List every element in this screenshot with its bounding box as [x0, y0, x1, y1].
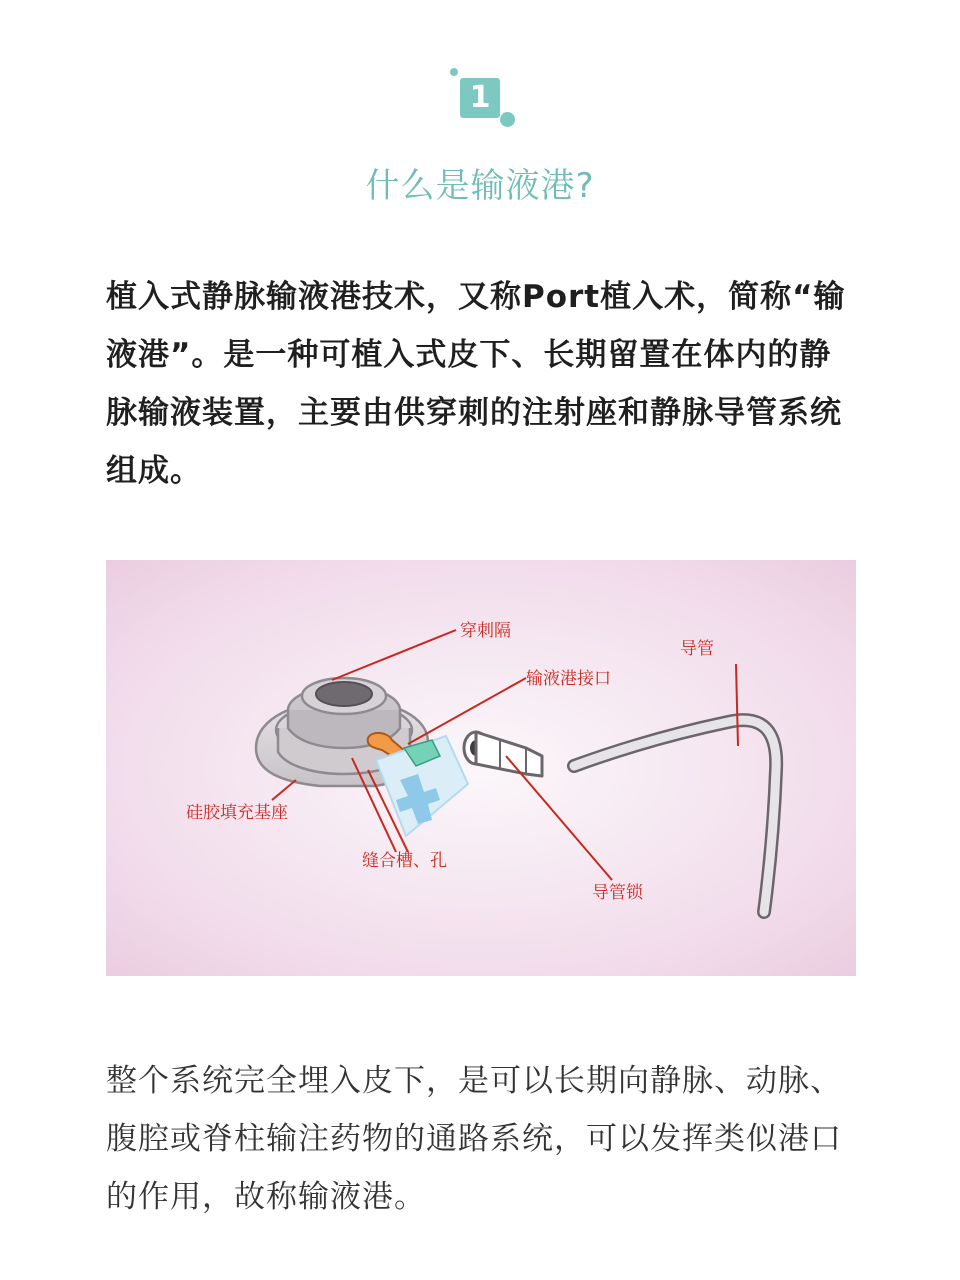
- body-paragraph: 整个系统完全埋入皮下，是可以长期向静脉、动脉、腹腔或脊柱输注药物的通路系统，可以发挥类似港口的作用，故称输液港。: [106, 1063, 842, 1215]
- label-silicone-base: 硅胶填充基座: [186, 803, 288, 823]
- label-port-connector: 输液港接口: [526, 669, 611, 689]
- port-diagram-illustration: [106, 560, 856, 976]
- port-diagram: [106, 560, 856, 976]
- label-septum: 穿刺隔: [460, 621, 511, 641]
- label-catheter-lock: 导管锁: [592, 883, 643, 903]
- section-number-badge: [448, 66, 518, 130]
- section-number: 1: [460, 78, 500, 118]
- badge-dot-large: [500, 112, 515, 127]
- badge-dot-small: [450, 68, 458, 76]
- label-suture-holes: 缝合槽、孔: [362, 851, 447, 871]
- section-title: 什么是输液港?: [365, 166, 595, 206]
- intro-paragraph: 植入式静脉输液港技术，又称Port植入术，简称“输液港”。是一种可植入式皮下、长期留置在体内的静脉输液装置，主要由供穿刺的注射座和静脉导管系统组成。: [106, 279, 846, 489]
- label-catheter: 导管: [680, 639, 714, 659]
